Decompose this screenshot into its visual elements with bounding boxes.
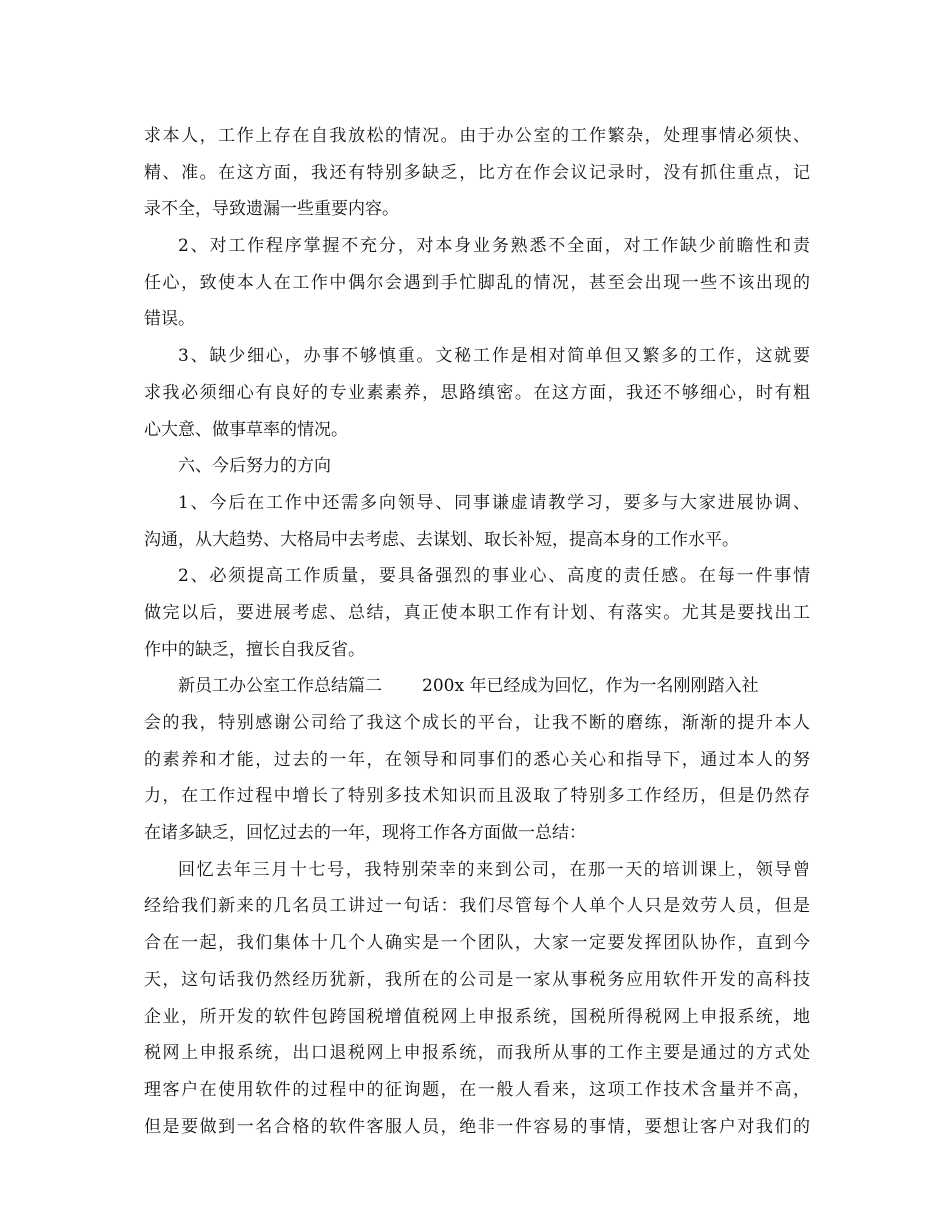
- text-line: [144, 668, 810, 705]
- text-line: 2、对工作程序掌握不充分，对本身业务熟悉不全面，对工作缺少前瞻性和责: [178, 236, 810, 257]
- text-line: 在诸多缺乏，回忆过去的一年，现将工作各方面做一总结：: [144, 823, 586, 844]
- text-line: 会的我，特别感谢公司给了我这个成长的平台，让我不断的磨练，渐渐的提升本人: [144, 713, 810, 733]
- text-line: 2、必须提高工作质量，要具备强烈的事业心、高度的责任感。在每一件事情: [178, 566, 810, 587]
- text-line: 企业，所开发的软件包跨国税增值税网上申报系统，国税所得税网上申报系统，地: [144, 1006, 810, 1027]
- text-line: 录不全，导致遗漏一些重要内容。: [144, 199, 399, 220]
- text-line: 回忆去年三月十七号，我特别荣幸的来到公司，在那一天的培训课上，领导曾: [178, 859, 810, 880]
- text-line: 合在一起，我们集体十几个人确实是一个团队，大家一定要发挥团队协作，直到今: [144, 933, 810, 954]
- text-line: 1、今后在工作中还需多向领导、同事谦虚请教学习，要多与大家进展协调、: [178, 492, 810, 513]
- text-line: 做完以后，要进展考虑、总结，真正使本职工作有计划、有落实。尤其是要找出工: [144, 602, 810, 623]
- text-line: 但是要做到一名合格的软件客服人员，绝非一件容易的事情，要想让客户对我们的: [144, 1116, 810, 1137]
- text-line: 求我必须细心有良好的专业素素养，思路缜密。在这方面，我还不够细心，时有粗: [144, 382, 810, 403]
- text-line: 理客户在使用软件的过程中的征询题，在一般人看来，这项工作技术含量并不高，: [144, 1079, 810, 1100]
- section-heading: 六、今后努力的方向: [178, 456, 331, 477]
- text-line: 作中的缺乏，擅长自我反省。: [144, 639, 365, 660]
- text-line: 任心，致使本人在工作中偶尔会遇到手忙脚乱的情况，甚至会出现一些不该出现的: [144, 272, 810, 293]
- text-line: 力，在工作过程中增长了特别多技术知识而且汲取了特别多工作经历，但是仍然存: [144, 786, 810, 807]
- text-line: 3、缺少细心，办事不够慎重。文秘工作是相对简单但又繁多的工作，这就要: [178, 346, 810, 367]
- text-line: 心大意、做事草率的情况。: [144, 419, 348, 440]
- text-line: 天，这句话我仍然经历犹新，我所在的公司是一家从事税务应用软件开发的高科技: [144, 969, 810, 990]
- text-line: 沟通，从大趋势、大格局中去考虑、去谋划、取长补短，提高本身的工作水平。: [144, 529, 739, 550]
- document-body: [144, 118, 810, 1145]
- text-line: 税网上申报系统，出口退税网上申报系统，而我所从事的工作主要是通过的方式处: [144, 1043, 810, 1064]
- text-line: 经给我们新来的几名员工讲过一句话：我们尽管每个人单个人只是效劳人员，但是: [144, 896, 810, 917]
- text-line: 的素养和才能，过去的一年，在领导和同事们的悉心关心和指导下，通过本人的努: [144, 749, 810, 770]
- text-segment: 200x 年已经成为回忆，作为一名刚刚踏入社: [422, 676, 759, 697]
- text-line: 精、准。在这方面，我还有特别多缺乏，比方在作会议记录时，没有抓住重点，记: [144, 162, 810, 183]
- text-line: 错误。: [144, 309, 195, 330]
- text-line: 求本人，工作上存在自我放松的情况。由于办公室的工作繁杂，处理事情必须快、: [144, 126, 810, 146]
- article-title: 新员工办公室工作总结篇二: [178, 676, 382, 697]
